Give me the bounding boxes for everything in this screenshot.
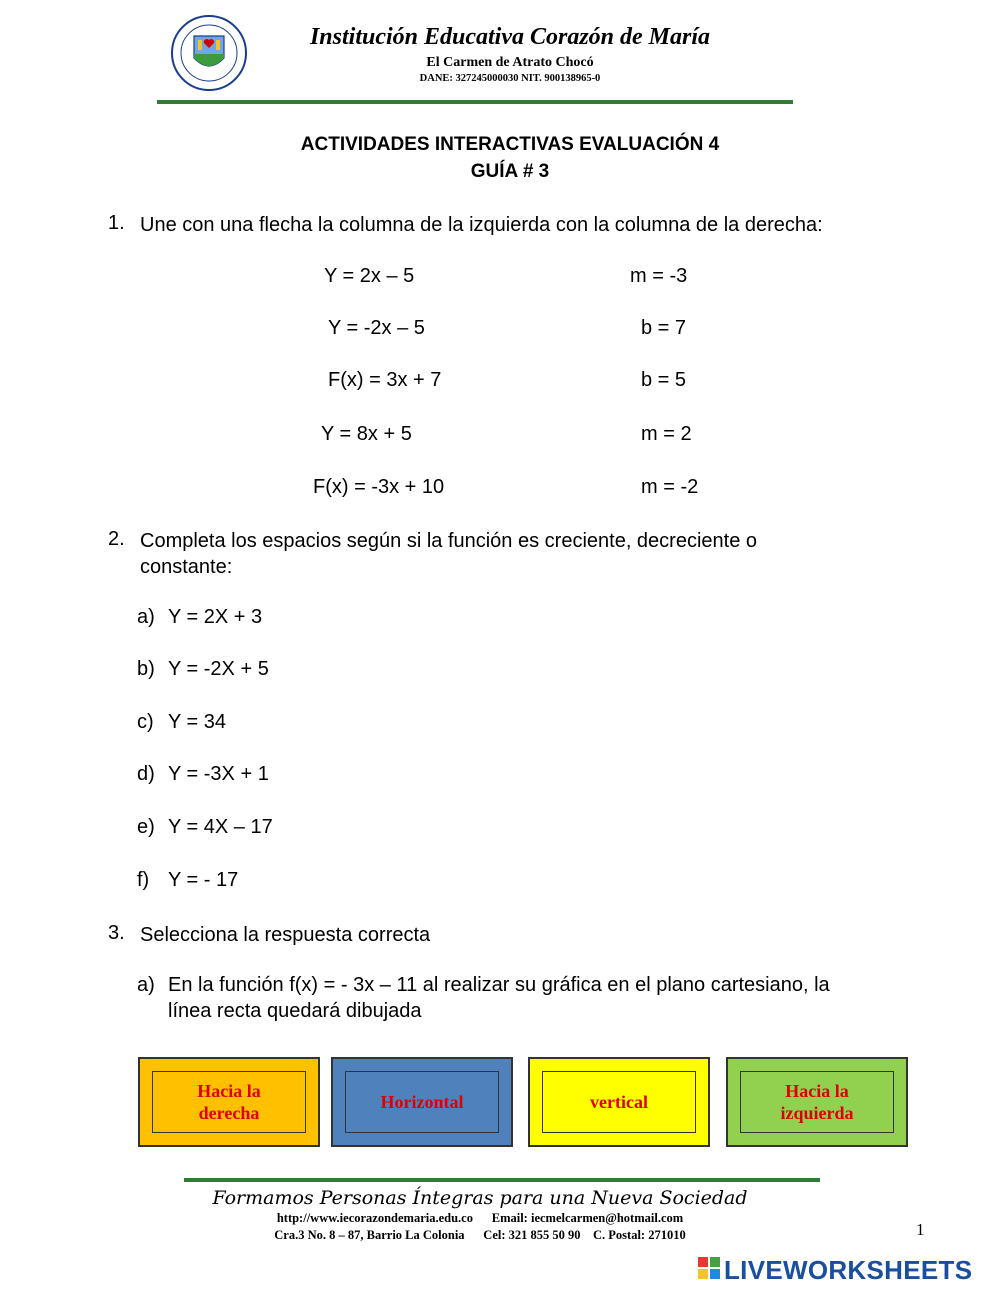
q2-item-text: Y = -2X + 5 — [168, 658, 269, 680]
page-number: 1 — [916, 1220, 925, 1239]
match-right-item[interactable]: b = 7 — [641, 317, 687, 339]
match-left-item[interactable]: Y = 2x – 5 — [324, 265, 415, 287]
institution-name: Institución Educativa Corazón de María — [309, 24, 711, 50]
document-subtitle: GUÍA # 3 — [470, 161, 550, 182]
answer-option-face — [152, 1071, 306, 1133]
answer-option-face — [740, 1071, 894, 1133]
institution-city: El Carmen de Atrato Chocó — [426, 55, 594, 70]
footer-divider — [184, 1178, 820, 1182]
answer-option-hacia-la-izquierda[interactable] — [726, 1057, 908, 1147]
answer-option-label: vertical — [590, 1092, 648, 1112]
match-left-item[interactable]: Y = -2x – 5 — [328, 317, 425, 339]
q2-item-text: Y = -3X + 1 — [168, 763, 269, 785]
match-left-item[interactable]: F(x) = -3x + 10 — [313, 476, 445, 498]
brand-name: LIVEWORKSHEETS — [724, 1254, 973, 1285]
question2-text-cont: constante: — [140, 556, 233, 578]
document-title: ACTIVIDADES INTERACTIVAS EVALUACIÓN 4 — [300, 134, 720, 155]
question2-text: Completa los espacios según si la función es creciente, decreciente o — [140, 530, 758, 552]
match-right-item[interactable]: m = -2 — [641, 476, 699, 498]
q2-item-letter: f) — [137, 869, 150, 891]
question1-number: 1. — [108, 212, 125, 234]
q2-item-text: Y = 4X – 17 — [168, 816, 273, 838]
q2-item-letter: d) — [137, 763, 155, 785]
liveworksheets-logo-icon — [698, 1257, 720, 1284]
match-right-item[interactable]: m = 2 — [641, 423, 692, 445]
q2-item-text: Y = 2X + 3 — [168, 606, 263, 628]
footer-motto: Formamos Personas Íntegras para una Nueva Sociedad — [212, 1187, 748, 1209]
footer-address: Cra.3 No. 8 – 87, Barrio La Colonia Cel: 321 855 50 90 C. Postal: 271010 — [274, 1228, 686, 1242]
q3-item-text: En la función f(x) = - 3x – 11 al realizar su gráfica en el plano cartesiano, la — [168, 974, 830, 996]
q2-item-letter: c) — [137, 711, 154, 733]
answer-option-label: Horizontal — [380, 1092, 464, 1112]
school-crest-logo — [170, 14, 248, 92]
q2-item-text: Y = - 17 — [168, 869, 239, 891]
q3-item-text-cont: línea recta quedará dibujada — [168, 1000, 422, 1022]
answer-option-face — [542, 1071, 696, 1133]
q2-item-text: Y = 34 — [168, 711, 227, 733]
footer-web-email: http://www.iecorazondemaria.edu.co Email: iecmelcarmen@hotmail.com — [276, 1211, 684, 1225]
header-divider — [157, 100, 793, 104]
answer-option-face — [345, 1071, 499, 1133]
answer-option-label: Hacia la derecha — [197, 1081, 261, 1123]
question1-text: Une con una flecha la columna de la izquierda con la columna de la derecha: — [140, 214, 823, 236]
question3-number: 3. — [108, 922, 125, 944]
institution-ids: DANE: 327245000030 NIT. 900138965-0 — [419, 73, 601, 84]
q2-item-letter: a) — [137, 606, 155, 628]
answer-option-vertical[interactable] — [528, 1057, 710, 1147]
match-left-item[interactable]: F(x) = 3x + 7 — [328, 369, 442, 391]
liveworksheets-brand[interactable] — [698, 1255, 972, 1285]
question2-number: 2. — [108, 528, 125, 550]
q2-item-letter: e) — [137, 816, 155, 838]
match-left-item[interactable]: Y = 8x + 5 — [321, 423, 412, 445]
answer-option-label: Hacia la izquierda — [780, 1081, 854, 1123]
match-right-item[interactable]: m = -3 — [630, 265, 688, 287]
answer-option-horizontal[interactable] — [331, 1057, 513, 1147]
q2-item-letter: b) — [137, 658, 155, 680]
q3-item-letter: a) — [137, 974, 155, 996]
match-right-item[interactable]: b = 5 — [641, 369, 687, 391]
answer-option-hacia-la-derecha[interactable] — [138, 1057, 320, 1147]
question3-text: Selecciona la respuesta correcta — [140, 924, 431, 946]
